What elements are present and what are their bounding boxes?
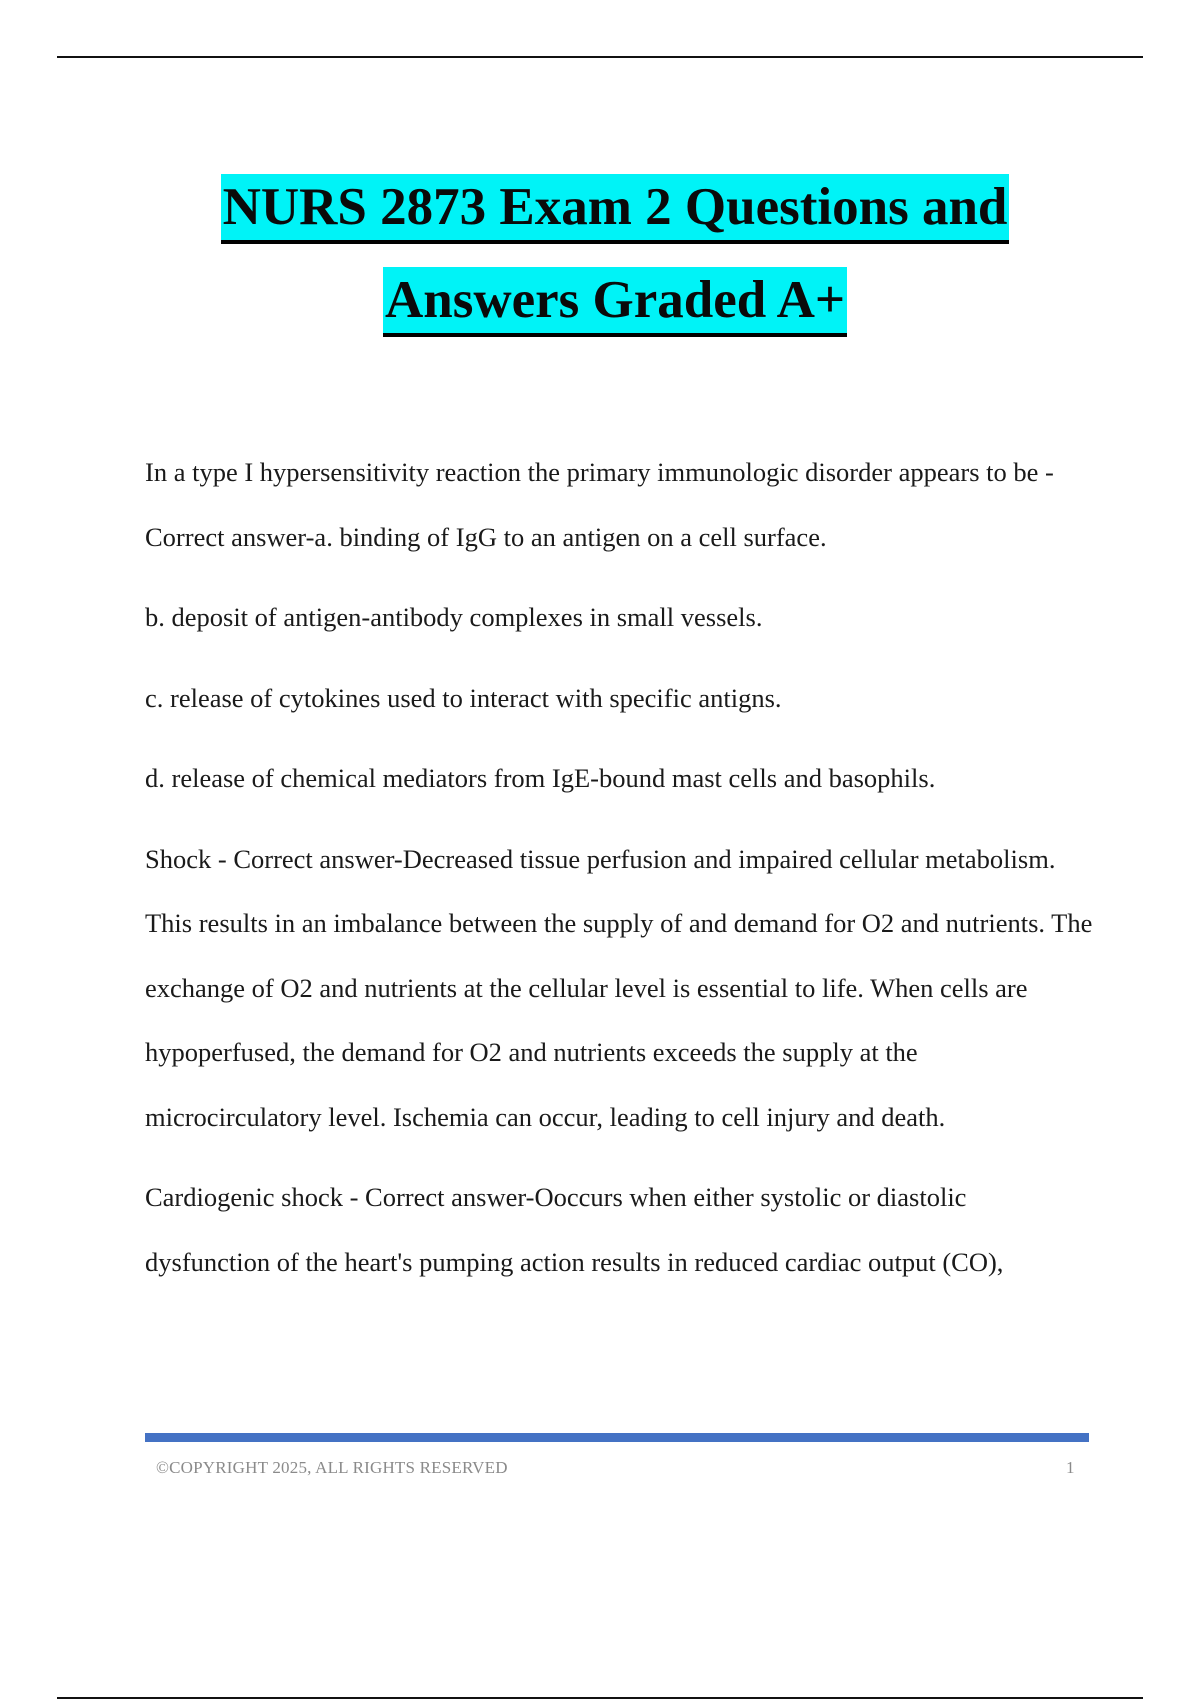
question-hypersensitivity: In a type I hypersensitivity reaction the primary immunologic disorder appears to be - Correct answer-a. binding of IgG to an antigen on a cell surface. bbox=[145, 457, 1054, 552]
page-number: 1 bbox=[1066, 1458, 1075, 1477]
footer-copyright: ©COPYRIGHT 2025, ALL RIGHTS RESERVED bbox=[156, 1458, 508, 1477]
bottom-rule bbox=[57, 1697, 1143, 1699]
document-title bbox=[0, 174, 1200, 360]
question-cardiogenic-shock: Cardiogenic shock - Correct answer-Ooccurs when either systolic or diastolic dysfunction of the heart's pumping action results in reduced cardiac output (CO), bbox=[145, 1182, 1004, 1277]
document-body bbox=[145, 440, 1095, 1310]
option-c: c. release of cytokines used to interact with specific antigns. bbox=[145, 682, 782, 713]
header-rule bbox=[57, 56, 1143, 58]
option-d: d. release of chemical mediators from IgE-bound mast cells and basophils. bbox=[145, 763, 936, 793]
footer-bar bbox=[145, 1433, 1089, 1442]
option-b: b. deposit of antigen-antibody complexes in small vessels. bbox=[145, 602, 763, 632]
title-line-1: NURS 2873 Exam 2 Questions and bbox=[221, 174, 1010, 244]
question-shock: Shock - Correct answer-Decreased tissue perfusion and impaired cellular metabolism. This results in an imbalance between the supply of and demand for O2 and nutrients. The exchange of O2 and nutrients at the cellular level is essential to life. When cells are hypoperfused, the demand for O2 and nutrients exceeds the supply at the microcirculatory level. Ischemia can occur, leading to cell injury and death. bbox=[145, 843, 1093, 1132]
title-line-2: Answers Graded A+ bbox=[383, 267, 847, 337]
